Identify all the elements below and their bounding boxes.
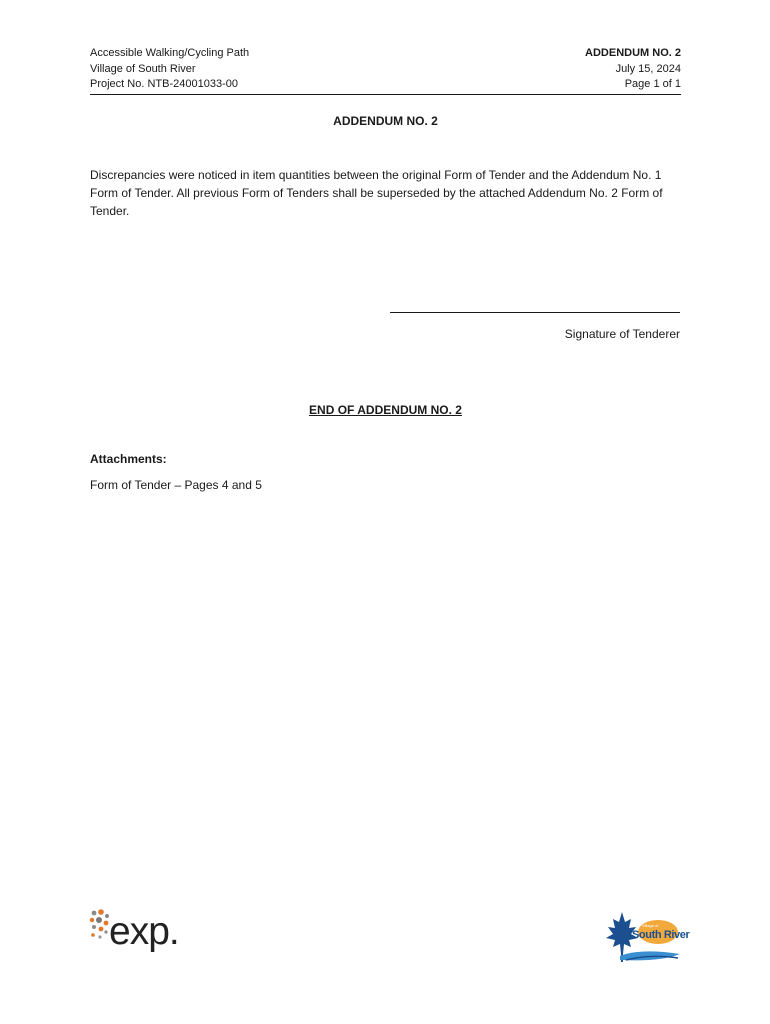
south-river-logo: [600, 910, 690, 966]
south-river-logo-text: South River: [632, 929, 690, 941]
header-project-info: [90, 46, 249, 93]
south-river-logo-small-text: Village of: [642, 923, 659, 928]
document-title: ADDENDUM NO. 2: [333, 114, 438, 128]
end-of-addendum: END OF ADDENDUM NO. 2: [309, 403, 462, 417]
header-client: Village of South River: [90, 62, 196, 75]
header-date: July 15, 2024: [615, 62, 681, 75]
signature-line: [390, 312, 680, 313]
page-header: [90, 46, 681, 95]
attachments-heading: Attachments:: [90, 452, 167, 466]
header-addendum-title: ADDENDUM NO. 2: [585, 47, 681, 59]
attachment-item: Form of Tender – Pages 4 and 5: [90, 478, 262, 492]
body-paragraph: Discrepancies were noticed in item quantities between the original Form of Tender and the Addendum No. 1 Form of Tender. All previous Form of Tenders shall be superseded by the attached Addendum No. 2 Form of Tender.: [90, 168, 663, 218]
header-project-number: Project No. NTB-24001033-00: [90, 78, 238, 90]
signature-label: Signature of Tenderer: [564, 327, 680, 341]
exp-logo-text: exp.: [109, 910, 179, 953]
exp-logo: [88, 908, 188, 970]
header-page-number: Page 1 of 1: [624, 78, 681, 90]
header-project-name: Accessible Walking/Cycling Path: [90, 47, 250, 59]
